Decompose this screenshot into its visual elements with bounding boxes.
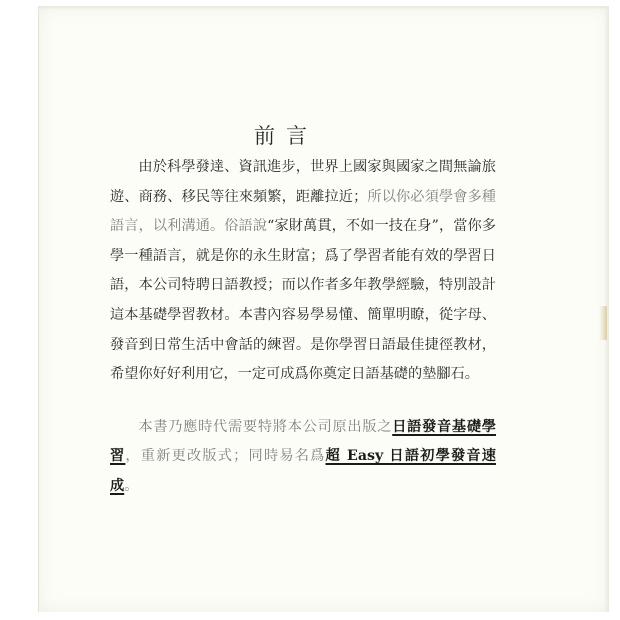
- preface-paragraph-1: [110, 153, 496, 390]
- paragraph-2-part-a: 本書乃應時代需要特將本公司原出版之: [138, 418, 393, 435]
- old-book-title: 日語發音基礎學習: [110, 418, 496, 465]
- preface-body: [110, 153, 496, 502]
- binding-stain: [599, 306, 607, 340]
- paragraph-2-part-b: ，重新更改版式；同時易名爲: [125, 448, 326, 465]
- preface-title: 前言: [254, 124, 318, 148]
- preface-paragraph-2: [110, 413, 496, 502]
- paragraph-1-part-a: 由於科學發達、資訊進步，世界上國家與國家之間無論旅遊、商務、移民等往來頻繁，距離拉近；: [110, 159, 496, 205]
- page-top-edge: [39, 6, 609, 10]
- paragraph-1-part-d: ，當你多學一種語言，就是你的永生財富；爲了學習者能有效的學習日語，本公司特聘日語教授；而以作者多年教學經驗，特別設計這本基礎學習教材。本書內容易學易懂、簡單明瞭，從字母、發音到日常生活中會話的練習。是你學習日語最佳捷徑教材，希望你好好利用它，一定可成爲你奠定日語基礎的墊腳石。: [110, 218, 496, 383]
- proverb-quote: “家財萬貫，不如一技在身”: [267, 218, 439, 235]
- new-book-title: 超 Easy 日語初學發音速成: [110, 448, 496, 494]
- paragraph-2-part-c: 。: [124, 477, 139, 494]
- paragraph-1-part-b: 所以你必須學會多種語言，以利溝通。俗語說: [110, 188, 496, 235]
